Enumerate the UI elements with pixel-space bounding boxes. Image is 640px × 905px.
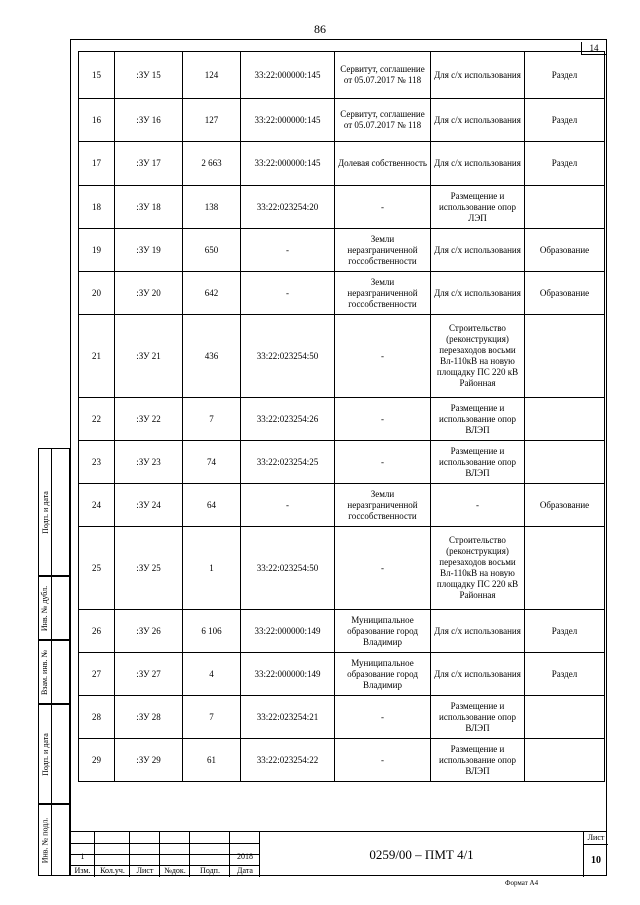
action-cell bbox=[525, 696, 605, 739]
cadastral-number-cell: 33:22:000000:145 bbox=[241, 52, 335, 99]
table-row bbox=[79, 484, 605, 527]
plot-id-cell: :ЗУ 20 bbox=[115, 272, 183, 315]
cadastral-number-cell: 33:22:000000:149 bbox=[241, 653, 335, 696]
row-number-cell: 29 bbox=[79, 739, 115, 782]
land-use-cell: Для с/х использования bbox=[431, 272, 525, 315]
row-number-cell: 27 bbox=[79, 653, 115, 696]
cadastral-number-cell: 33:22:023254:20 bbox=[241, 186, 335, 229]
plot-id-cell: :ЗУ 28 bbox=[115, 696, 183, 739]
stamp-label-list: Лист bbox=[136, 866, 154, 875]
action-cell: Раздел bbox=[525, 142, 605, 186]
row-number-cell: 26 bbox=[79, 610, 115, 653]
row-number-cell: 21 bbox=[79, 315, 115, 398]
land-use-cell: - bbox=[431, 484, 525, 527]
cadastral-number-cell: 33:22:023254:50 bbox=[241, 527, 335, 610]
ownership-cell: Сервитут, соглашение от 05.07.2017 № 118 bbox=[335, 52, 431, 99]
table-row bbox=[79, 315, 605, 398]
page-number: 86 bbox=[314, 22, 326, 36]
plot-id-cell: :ЗУ 18 bbox=[115, 186, 183, 229]
ownership-cell: Земли неразграниченной госсобственности bbox=[335, 272, 431, 315]
cadastral-number-cell: 33:22:023254:50 bbox=[241, 315, 335, 398]
stamp-label-kol: Кол.уч. bbox=[100, 866, 125, 875]
ownership-cell: Муниципальное образование город Владимир bbox=[335, 610, 431, 653]
side-label: Подп. и дата bbox=[40, 732, 50, 776]
table-body bbox=[79, 52, 605, 782]
cadastral-number-cell: - bbox=[241, 272, 335, 315]
stamp-label-data: Дата bbox=[237, 866, 253, 875]
stamp-col-list bbox=[130, 832, 160, 877]
side-label: Взам. инв. № bbox=[40, 649, 50, 695]
side-block-vzam-inv bbox=[38, 640, 70, 704]
table-row bbox=[79, 527, 605, 610]
cadastral-number-cell: 33:22:023254:22 bbox=[241, 739, 335, 782]
plot-area-cell: 1 bbox=[183, 527, 241, 610]
stamp-col-data bbox=[230, 832, 260, 877]
ownership-cell: Сервитут, соглашение от 05.07.2017 № 118 bbox=[335, 99, 431, 142]
cadastral-number-cell: 33:22:000000:145 bbox=[241, 99, 335, 142]
sheet-corner-number: 14 bbox=[581, 42, 606, 55]
land-use-cell: Для с/х использования bbox=[431, 610, 525, 653]
land-use-cell: Размещение и использование опор ВЛЭП bbox=[431, 696, 525, 739]
action-cell: Образование bbox=[525, 484, 605, 527]
stamp-label-ndok: №док. bbox=[164, 866, 186, 875]
row-number-cell: 18 bbox=[79, 186, 115, 229]
land-use-cell: Размещение и использование опор ЛЭП bbox=[431, 186, 525, 229]
action-cell bbox=[525, 398, 605, 441]
action-cell bbox=[525, 527, 605, 610]
land-use-cell: Размещение и использование опор ВЛЭП bbox=[431, 398, 525, 441]
ownership-cell: - bbox=[335, 441, 431, 484]
table-row bbox=[79, 272, 605, 315]
stamp-col-ndok bbox=[160, 832, 190, 877]
action-cell bbox=[525, 739, 605, 782]
cadastral-number-cell: 33:22:023254:21 bbox=[241, 696, 335, 739]
side-label: Инв. № подл. bbox=[40, 817, 50, 863]
plot-id-cell: :ЗУ 15 bbox=[115, 52, 183, 99]
document-code: 0259/00 – ПМТ 4/1 bbox=[369, 846, 474, 862]
plot-area-cell: 6 106 bbox=[183, 610, 241, 653]
plot-id-cell: :ЗУ 27 bbox=[115, 653, 183, 696]
plot-area-cell: 7 bbox=[183, 696, 241, 739]
cadastral-number-cell: - bbox=[241, 484, 335, 527]
action-cell: Образование bbox=[525, 229, 605, 272]
row-number-cell: 15 bbox=[79, 52, 115, 99]
ownership-cell: - bbox=[335, 186, 431, 229]
table-row bbox=[79, 441, 605, 484]
plot-id-cell: :ЗУ 25 bbox=[115, 527, 183, 610]
table-row bbox=[79, 229, 605, 272]
action-cell bbox=[525, 315, 605, 398]
table-row bbox=[79, 52, 605, 99]
plot-area-cell: 436 bbox=[183, 315, 241, 398]
stamp-label-podp: Подп. bbox=[200, 866, 220, 875]
plot-area-cell: 4 bbox=[183, 653, 241, 696]
plot-area-cell: 7 bbox=[183, 398, 241, 441]
table-row bbox=[79, 99, 605, 142]
land-use-cell: Размещение и использование опор ВЛЭП bbox=[431, 441, 525, 484]
plot-area-cell: 2 663 bbox=[183, 142, 241, 186]
action-cell bbox=[525, 186, 605, 229]
table-row bbox=[79, 398, 605, 441]
plot-area-cell: 124 bbox=[183, 52, 241, 99]
plot-area-cell: 138 bbox=[183, 186, 241, 229]
side-block-inv-podl bbox=[38, 804, 70, 876]
cadastral-number-cell: 33:22:000000:145 bbox=[241, 142, 335, 186]
stamp-izm-value: 1 bbox=[80, 852, 85, 861]
plot-id-cell: :ЗУ 16 bbox=[115, 99, 183, 142]
ownership-cell: Муниципальное образование город Владимир bbox=[335, 653, 431, 696]
plot-id-cell: :ЗУ 24 bbox=[115, 484, 183, 527]
stamp-col-izm bbox=[70, 832, 95, 877]
action-cell bbox=[525, 441, 605, 484]
land-use-cell: Строительство (реконструкция) перезаходов восьми Вл-110кВ на новую площадку ПС 220 кВ Районная bbox=[431, 527, 525, 610]
ownership-cell: - bbox=[335, 739, 431, 782]
plot-area-cell: 650 bbox=[183, 229, 241, 272]
action-cell: Раздел bbox=[525, 653, 605, 696]
side-label: Инв. № дубл. bbox=[40, 585, 50, 631]
cadastral-number-cell: 33:22:023254:26 bbox=[241, 398, 335, 441]
plot-area-cell: 642 bbox=[183, 272, 241, 315]
action-cell: Образование bbox=[525, 272, 605, 315]
land-use-cell: Размещение и использование опор ВЛЭП bbox=[431, 739, 525, 782]
ownership-cell: Земли неразграниченной госсобственности bbox=[335, 484, 431, 527]
side-block-inv-dubl bbox=[38, 576, 70, 640]
action-cell: Раздел bbox=[525, 52, 605, 99]
action-cell: Раздел bbox=[525, 610, 605, 653]
plot-area-cell: 61 bbox=[183, 739, 241, 782]
row-number-cell: 23 bbox=[79, 441, 115, 484]
ownership-cell: - bbox=[335, 398, 431, 441]
land-use-cell: Строительство (реконструкция) перезаходов восьми Вл-110кВ на новую площадку ПС 220 кВ Районная bbox=[431, 315, 525, 398]
table-row bbox=[79, 696, 605, 739]
row-number-cell: 19 bbox=[79, 229, 115, 272]
row-number-cell: 25 bbox=[79, 527, 115, 610]
plot-id-cell: :ЗУ 22 bbox=[115, 398, 183, 441]
action-cell: Раздел bbox=[525, 99, 605, 142]
plot-id-cell: :ЗУ 19 bbox=[115, 229, 183, 272]
table-row bbox=[79, 739, 605, 782]
format-note: Формат А4 bbox=[505, 879, 539, 887]
row-number-cell: 17 bbox=[79, 142, 115, 186]
plot-id-cell: :ЗУ 21 bbox=[115, 315, 183, 398]
sheet-number: 10 bbox=[583, 844, 608, 877]
row-number-cell: 24 bbox=[79, 484, 115, 527]
title-block bbox=[70, 831, 607, 877]
row-number-cell: 20 bbox=[79, 272, 115, 315]
ownership-cell: - bbox=[335, 527, 431, 610]
ownership-cell: - bbox=[335, 696, 431, 739]
plot-area-cell: 127 bbox=[183, 99, 241, 142]
land-use-cell: Для с/х использования bbox=[431, 99, 525, 142]
plot-id-cell: :ЗУ 26 bbox=[115, 610, 183, 653]
land-use-cell: Для с/х использования bbox=[431, 142, 525, 186]
table-row bbox=[79, 186, 605, 229]
sheet-label: Лист bbox=[583, 832, 608, 845]
side-block-podp-data-1 bbox=[38, 448, 70, 576]
table-row bbox=[79, 653, 605, 696]
table-row bbox=[79, 142, 605, 186]
ownership-cell: Долевая собственность bbox=[335, 142, 431, 186]
plot-id-cell: :ЗУ 29 bbox=[115, 739, 183, 782]
land-use-cell: Для с/х использования bbox=[431, 653, 525, 696]
plot-area-cell: 64 bbox=[183, 484, 241, 527]
ownership-cell: - bbox=[335, 315, 431, 398]
table-row bbox=[79, 610, 605, 653]
cadastral-number-cell: - bbox=[241, 229, 335, 272]
row-number-cell: 16 bbox=[79, 99, 115, 142]
stamp-col-kol bbox=[95, 832, 130, 877]
land-plots-table bbox=[78, 51, 605, 782]
side-label: Подп. и дата bbox=[40, 490, 50, 534]
plot-area-cell: 74 bbox=[183, 441, 241, 484]
plot-id-cell: :ЗУ 17 bbox=[115, 142, 183, 186]
land-use-cell: Для с/х использования bbox=[431, 52, 525, 99]
stamp-label-izm: Изм. bbox=[74, 866, 91, 875]
cadastral-number-cell: 33:22:023254:25 bbox=[241, 441, 335, 484]
stamp-year-value: 2018 bbox=[237, 852, 253, 861]
row-number-cell: 28 bbox=[79, 696, 115, 739]
stamp-col-podp bbox=[190, 832, 230, 877]
ownership-cell: Земли неразграниченной госсобственности bbox=[335, 229, 431, 272]
side-block-podp-data-2 bbox=[38, 704, 70, 804]
plot-id-cell: :ЗУ 23 bbox=[115, 441, 183, 484]
land-use-cell: Для с/х использования bbox=[431, 229, 525, 272]
cadastral-number-cell: 33:22:000000:149 bbox=[241, 610, 335, 653]
row-number-cell: 22 bbox=[79, 398, 115, 441]
